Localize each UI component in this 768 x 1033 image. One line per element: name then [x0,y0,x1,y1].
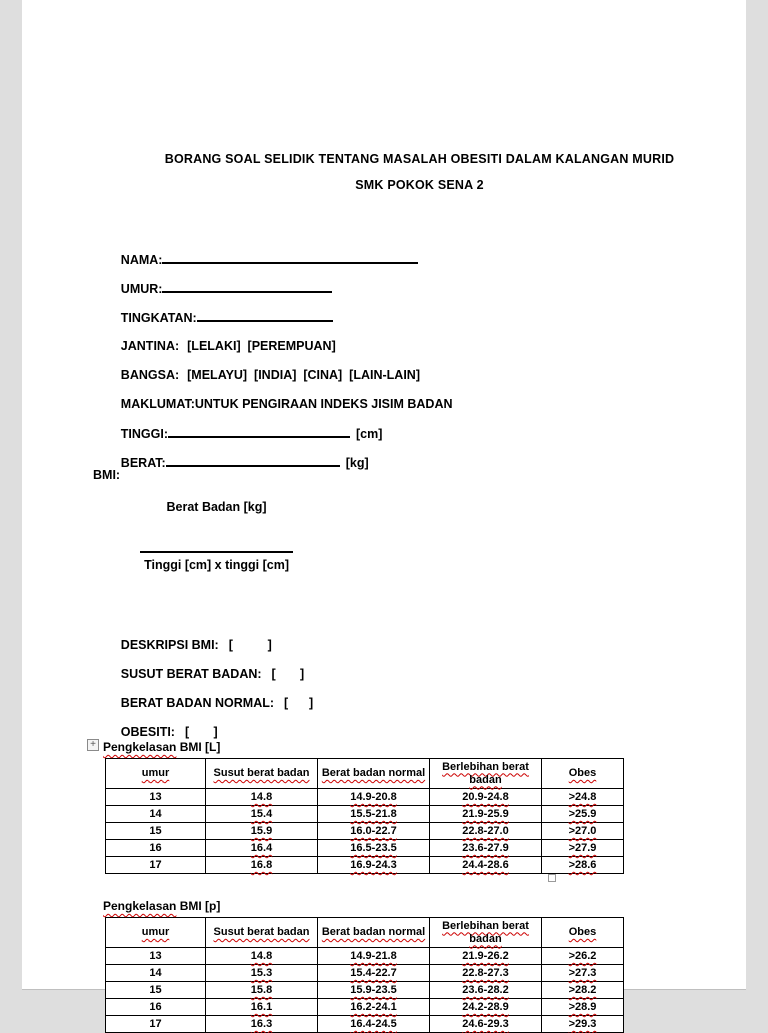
table-cell: 16.4-24.5 [318,1016,430,1033]
table-cell: 16.0-22.7 [318,823,430,840]
title-line-2: SMK POKOK SENA 2 [355,178,484,192]
bmi-table-section-l [90,739,746,874]
table-cell: 15 [106,982,206,999]
form-section [93,235,746,739]
table-cell: 15.4-22.7 [318,965,430,982]
table-cell: 16.2-24.1 [318,999,430,1016]
table-cell: 16 [106,999,206,1016]
table-cell: >28.9 [542,999,624,1016]
table-cell: 15 [106,823,206,840]
berat-unit: [kg] [345,456,369,470]
berat-blank-line [166,454,340,467]
table-cell: >28.6 [542,857,624,874]
title-line-1: BORANG SOAL SELIDIK TENTANG MASALAH OBESITI DALAM KALANGAN MURID [164,152,675,166]
table-row [106,823,624,840]
bmi-fraction [140,467,293,605]
table-header-cell: Obes [542,759,624,789]
tingkatan-label: TINGKATAN: [120,311,197,325]
table-cell: 15.4 [206,806,318,823]
nama-blank-line [162,251,418,264]
table-cell: 16.8 [206,857,318,874]
susut-label: SUSUT BERAT BADAN: [120,667,262,681]
bmi-denominator: Tinggi [cm] x tinggi [cm] [140,551,293,573]
table-row [106,1016,624,1033]
bmi-table-p-caption [103,899,746,913]
maklumat-label: MAKLUMAT:UNTUK PENGIRAAN INDEKS JISIM BADAN [120,397,453,411]
table-cell: >25.9 [542,806,624,823]
bmi-numerator: Berat Badan [kg] [166,500,267,514]
table-move-handle-icon[interactable]: + [87,739,99,751]
field-deskripsi-bmi [93,621,746,652]
table-cell: 14.8 [206,948,318,965]
table-cell: >27.0 [542,823,624,840]
table-row [106,948,624,965]
table-cell: 16.9-24.3 [318,857,430,874]
caption-word-pengkelasan: Pengkelasan [103,899,177,913]
table-cell: 15.8 [206,982,318,999]
table-cell: 14.8 [206,789,318,806]
table-row [106,999,624,1016]
table-resize-handle[interactable] [548,874,556,882]
table-cell: 20.9-24.8 [430,789,542,806]
table-cell: 21.9-25.9 [430,806,542,823]
obesiti-label: OBESITI: [120,725,175,739]
table-row [106,840,624,857]
umur-label: UMUR: [120,282,163,296]
field-bmi-formula [93,467,746,605]
table-header-cell: Obes [542,918,624,948]
table-cell: 14.9-20.8 [318,789,430,806]
caption-rest: BMI [p] [176,899,221,913]
bangsa-options: [MELAYU] [INDIA] [CINA] [LAIN-LAIN] [187,368,420,382]
table-cell: 15.9-23.5 [318,982,430,999]
obesiti-answer-box: [ ] [184,725,218,739]
table-cell: 16 [106,840,206,857]
table-cell: 16.3 [206,1016,318,1033]
table-header-cell: Susut berat badan [206,918,318,948]
table-header-cell: Berlebihan berat badan [430,918,542,948]
susut-answer-box: [ ] [271,667,305,681]
table-cell: >27.3 [542,965,624,982]
table-cell: 15.5-21.8 [318,806,430,823]
table-cell: 24.2-28.9 [430,999,542,1016]
table-header-cell: Berat badan normal [318,918,430,948]
table-cell: 13 [106,789,206,806]
document-title [93,152,746,192]
table-row [106,857,624,874]
tinggi-unit: [cm] [356,427,383,441]
table-row [106,982,624,999]
document-page [22,0,746,1030]
table-cell: >26.2 [542,948,624,965]
tingkatan-blank-line [197,309,333,322]
caption-word-pengkelasan: Pengkelasan [103,740,177,754]
table-cell: 16.5-23.5 [318,840,430,857]
bmi-table-p [105,917,624,1033]
table-cell: 14 [106,806,206,823]
bmi-label: BMI: [93,468,121,482]
table-row [106,806,624,823]
berat-label: BERAT: [120,456,166,470]
normal-label: BERAT BADAN NORMAL: [120,696,275,710]
nama-label: NAMA: [120,253,163,267]
table-cell: >29.3 [542,1016,624,1033]
table-cell: 21.9-26.2 [430,948,542,965]
table-cell: 24.4-28.6 [430,857,542,874]
umur-blank-line [162,280,332,293]
deskripsi-answer-box: [ ] [228,638,272,652]
table-cell: 15.9 [206,823,318,840]
table-cell: 13 [106,948,206,965]
table-cell: >24.8 [542,789,624,806]
table-row [106,789,624,806]
table-header-cell: Berlebihan berat badan [430,759,542,789]
table-cell: >28.2 [542,982,624,999]
bmi-table-l-caption [103,740,746,754]
deskripsi-label: DESKRIPSI BMI: [120,638,219,652]
bmi-table-l [105,758,624,874]
table-cell: 14.9-21.8 [318,948,430,965]
normal-answer-box: [ ] [284,696,314,710]
table-cell: 23.6-28.2 [430,982,542,999]
jantina-label: JANTINA: [120,339,180,353]
table-header-cell: umur [106,759,206,789]
table-cell: 17 [106,857,206,874]
table-cell: 17 [106,1016,206,1033]
field-nama [93,235,746,267]
table-header-cell: umur [106,918,206,948]
table-header-row [106,759,624,789]
table-cell: 24.6-29.3 [430,1016,542,1033]
table-cell: 22.8-27.3 [430,965,542,982]
table-header-cell: Susut berat badan [206,759,318,789]
table-cell: 14 [106,965,206,982]
table-header-row [106,918,624,948]
table-header-cell: Berat badan normal [318,759,430,789]
bmi-table-section-p [93,899,746,1033]
page-content [22,0,746,1033]
table-cell: 16.4 [206,840,318,857]
tinggi-blank-line [168,425,350,438]
table-cell: 22.8-27.0 [430,823,542,840]
table-row [106,965,624,982]
jantina-options: [LELAKI] [PEREMPUAN] [187,339,336,353]
bangsa-label: BANGSA: [120,368,180,382]
table-cell: >27.9 [542,840,624,857]
caption-rest: BMI [L] [176,740,221,754]
table-cell: 15.3 [206,965,318,982]
table-cell: 23.6-27.9 [430,840,542,857]
tinggi-label: TINGGI: [120,427,169,441]
table-cell: 16.1 [206,999,318,1016]
